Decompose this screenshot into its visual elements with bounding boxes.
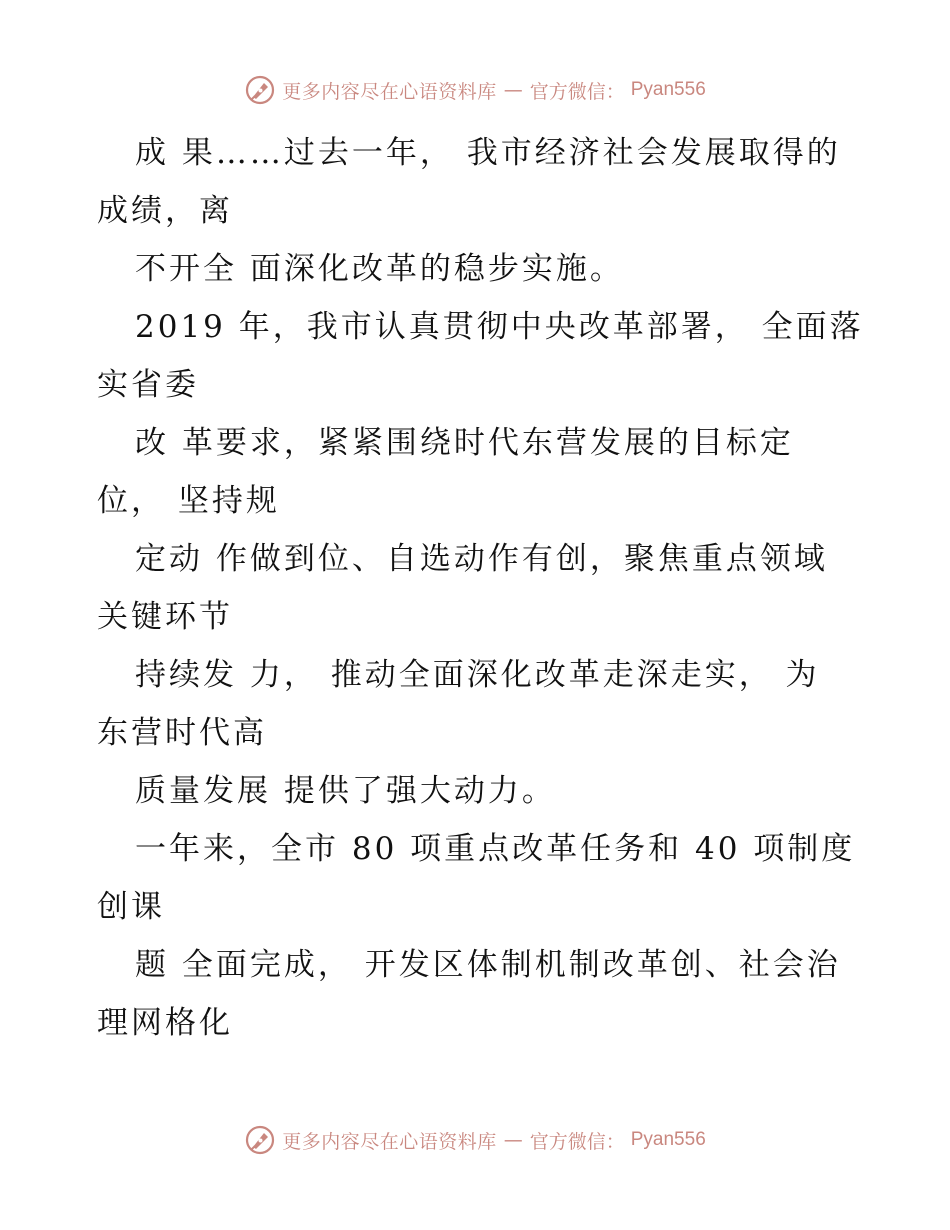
watermark-text: 更多内容尽在心语资料库 <box>282 80 497 103</box>
text-line: 成绩，离 <box>97 193 233 229</box>
text-line: 质量发展 提供了强大动力。 <box>135 773 556 809</box>
watermark-separator: — <box>503 1129 523 1151</box>
text-line: 题 全面完成， 开发区体制机制改革创、社会治 <box>135 947 841 983</box>
watermark-wechat-id: Pyan556 <box>630 79 706 100</box>
text-line: 位， 坚持规 <box>97 483 280 519</box>
text-line: 东营时代高 <box>97 715 267 751</box>
watermark-wechat-id: Pyan556 <box>630 1129 706 1150</box>
text-line: 关键环节 <box>97 599 233 635</box>
text-line: 实省委 <box>97 367 199 403</box>
text-line: 2019 年，我市认真贯彻中央改革部署， 全面落 <box>135 309 864 345</box>
watermark-text: 更多内容尽在心语资料库 <box>282 1130 497 1153</box>
watermark-wechat-label: 官方微信： <box>529 80 625 103</box>
text-line: 创课 <box>97 889 165 925</box>
watermark-separator: — <box>503 79 523 101</box>
text-line: 理网格化 <box>97 1005 233 1041</box>
text-line: 定动 作做到位、自选动作有创，聚焦重点领域 <box>135 541 828 577</box>
document-body <box>97 124 867 1052</box>
text-line: 不开全 面深化改革的稳步实施。 <box>135 251 624 287</box>
pen-nib-circle-icon <box>244 74 276 106</box>
watermark-inner <box>244 1124 706 1156</box>
footer-watermark <box>0 1120 950 1160</box>
pen-nib-circle-icon <box>244 1124 276 1156</box>
text-line: 改 革要求，紧紧围绕时代东营发展的目标定 <box>135 425 794 461</box>
text-line: 持续发 力， 推动全面深化改革走深走实， 为 <box>135 657 820 693</box>
watermark-wechat-label: 官方微信： <box>529 1130 625 1153</box>
text-line: 成 果……过去一年， 我市经济社会发展取得的 <box>135 135 841 171</box>
header-watermark <box>0 70 950 110</box>
text-line: 一年来，全市 80 项重点改革任务和 40 项制度 <box>135 831 856 867</box>
watermark-inner <box>244 74 706 106</box>
